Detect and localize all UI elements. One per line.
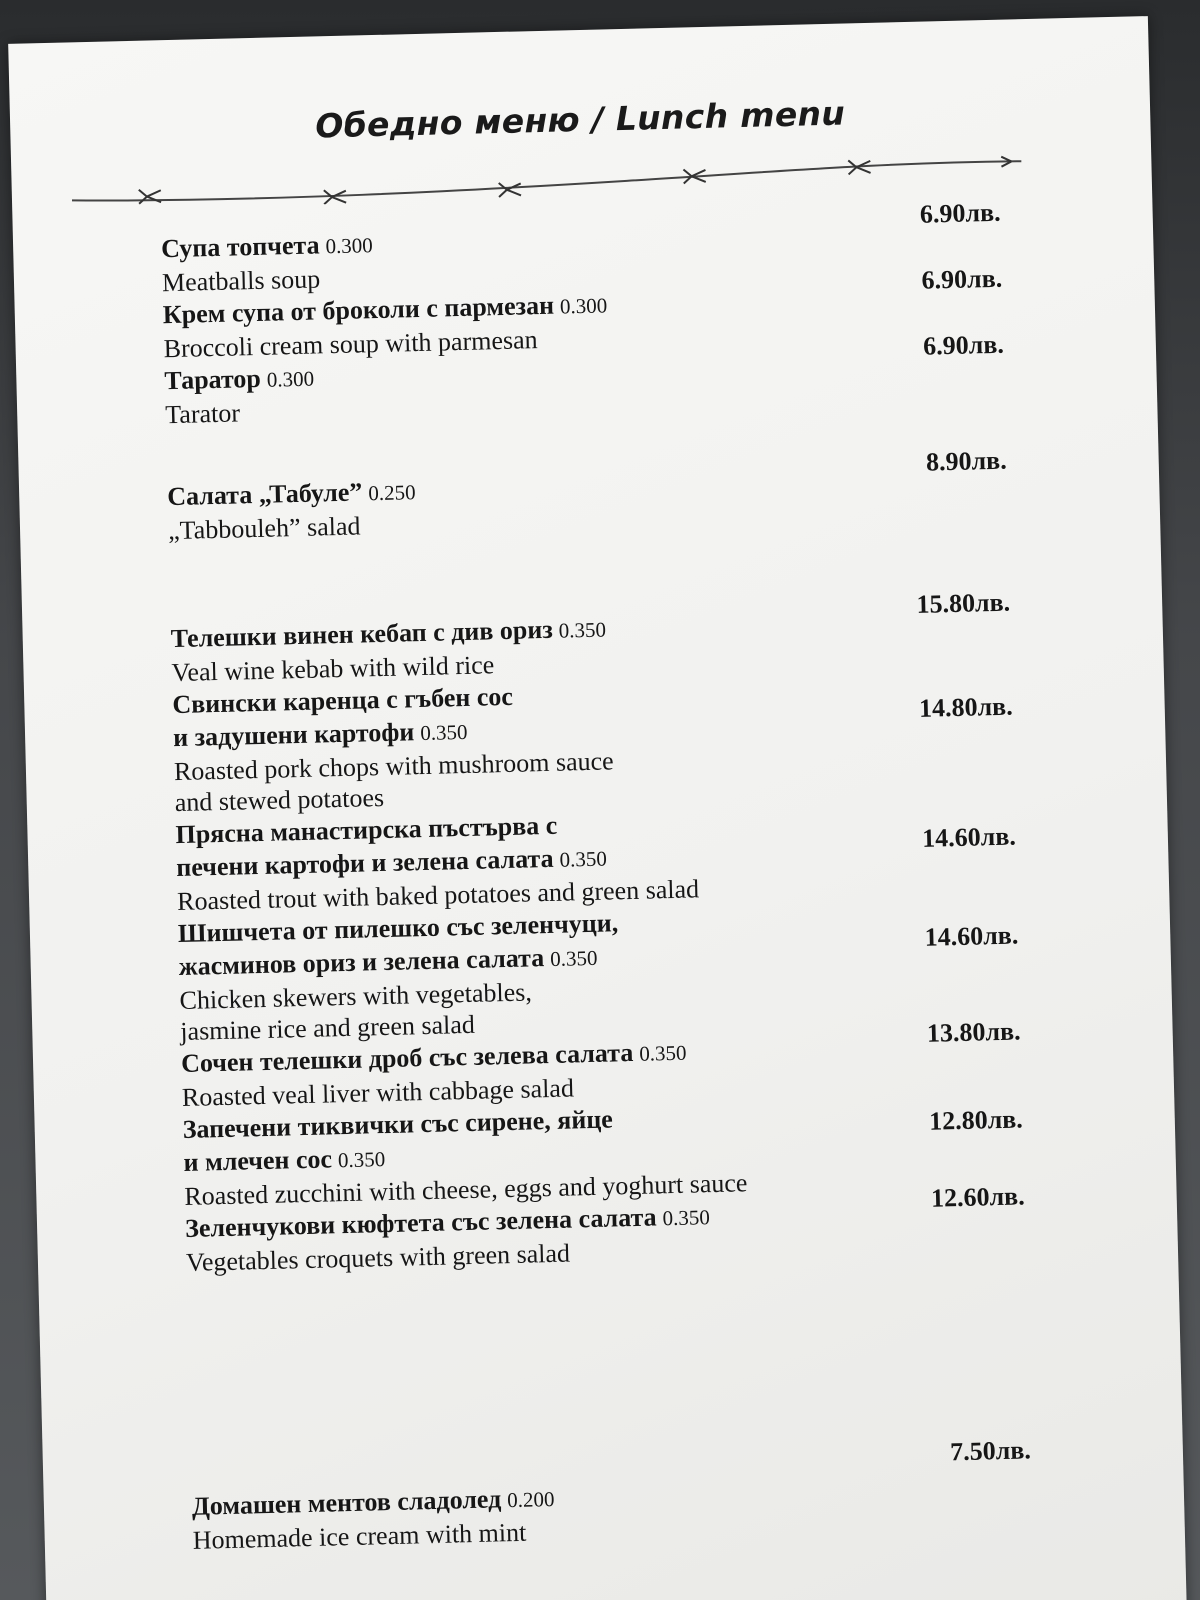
- item-weight: 0.350: [419, 719, 468, 746]
- item-name-bg: Таратор: [164, 363, 262, 396]
- section-dessert: [191, 1435, 1073, 1555]
- item-name-bg: Запечени тиквички със сирене, яйце и млечен сос: [182, 1104, 614, 1177]
- item-name-en: Vegetables croquets with green salad: [185, 1238, 571, 1277]
- item-price: 12.80лв.: [928, 1104, 1024, 1136]
- item-name-en: Chicken skewers with vegetables, jasmine rice and green salad: [179, 977, 533, 1047]
- item-name-bg: Зеленчукови кюфтета със зелена салата: [184, 1202, 657, 1243]
- item-name-en: Roasted zucchini with cheese, eggs and yoghurt sauce: [184, 1168, 748, 1211]
- item-name-bg: Домашен ментов сладолед: [191, 1484, 502, 1521]
- item-name-bg: Крем супа от броколи с пармезан: [162, 290, 555, 330]
- item-name-en: „Tabbouleh” salad: [167, 511, 361, 546]
- item-weight: 0.300: [559, 293, 608, 319]
- menu-sheet: [8, 16, 1187, 1600]
- item-price: 7.50лв.: [949, 1435, 1032, 1467]
- item-name-bg: Прясна манастирска пъстърва с печени картофи и зелена салата: [175, 810, 558, 883]
- item-name-en: Homemade ice cream with mint: [192, 1517, 527, 1555]
- item-name-en: Roasted pork chops with mushroom sauce and stewed potatoes: [173, 746, 614, 818]
- menu-item: [191, 1435, 1073, 1555]
- item-price: 14.80лв.: [918, 691, 1014, 723]
- item-name-en: Veal wine kebab with wild rice: [171, 650, 495, 688]
- item-name-bg: Шишчета от пилешко със зеленчуци, жасминов ориз и зелена салата: [177, 908, 619, 982]
- item-name-bg: Свински каренца с гъбен сос и задушени картофи: [172, 681, 514, 753]
- item-price: 14.60лв.: [921, 821, 1017, 853]
- item-weight: 0.350: [662, 1205, 711, 1231]
- menu-title: Обедно меню / Lunch menu: [314, 93, 846, 146]
- menu-item: [166, 445, 1048, 546]
- section-salads: [166, 445, 1048, 546]
- item-price: 15.80лв.: [916, 587, 1011, 619]
- item-weight: 0.250: [368, 480, 416, 506]
- section-mains: [170, 587, 1066, 1278]
- item-name-en: Meatballs soup: [161, 264, 321, 298]
- item-price: 12.60лв.: [930, 1181, 1025, 1213]
- item-name-en: Roasted veal liver with cabbage salad: [181, 1073, 575, 1112]
- item-name-bg: Сочен телешки дроб със зелева салата: [180, 1037, 634, 1079]
- item-weight: 0.300: [266, 366, 315, 392]
- item-weight: 0.300: [325, 233, 374, 259]
- item-price: 6.90лв.: [921, 263, 1003, 295]
- item-price: 6.90лв.: [922, 329, 1005, 361]
- item-weight: 0.200: [506, 1487, 555, 1513]
- item-price: 8.90лв.: [925, 445, 1007, 477]
- ornamental-divider: [66, 147, 1027, 210]
- item-name-bg: Салата „Табуле”: [166, 477, 363, 512]
- item-name-bg: Супа топчета: [160, 230, 320, 264]
- item-weight: 0.350: [638, 1040, 687, 1066]
- item-name-en: Broccoli cream soup with parmesan: [163, 325, 538, 364]
- item-price: 14.60лв.: [924, 920, 1019, 952]
- item-name-en: Roasted trout with baked potatoes and green salad: [176, 874, 700, 917]
- item-weight: 0.350: [558, 617, 607, 643]
- item-price: 13.80лв.: [926, 1016, 1021, 1048]
- item-weight: 0.350: [549, 945, 598, 971]
- menu-item: [172, 667, 1055, 818]
- section-soups: [160, 197, 1046, 430]
- item-weight: 0.350: [337, 1147, 386, 1173]
- item-name-en: Tarator: [164, 398, 241, 430]
- item-price: 6.90лв.: [919, 197, 1001, 229]
- item-name-bg: Телешки винен кебап с див ориз: [170, 614, 554, 654]
- item-weight: 0.350: [559, 846, 608, 872]
